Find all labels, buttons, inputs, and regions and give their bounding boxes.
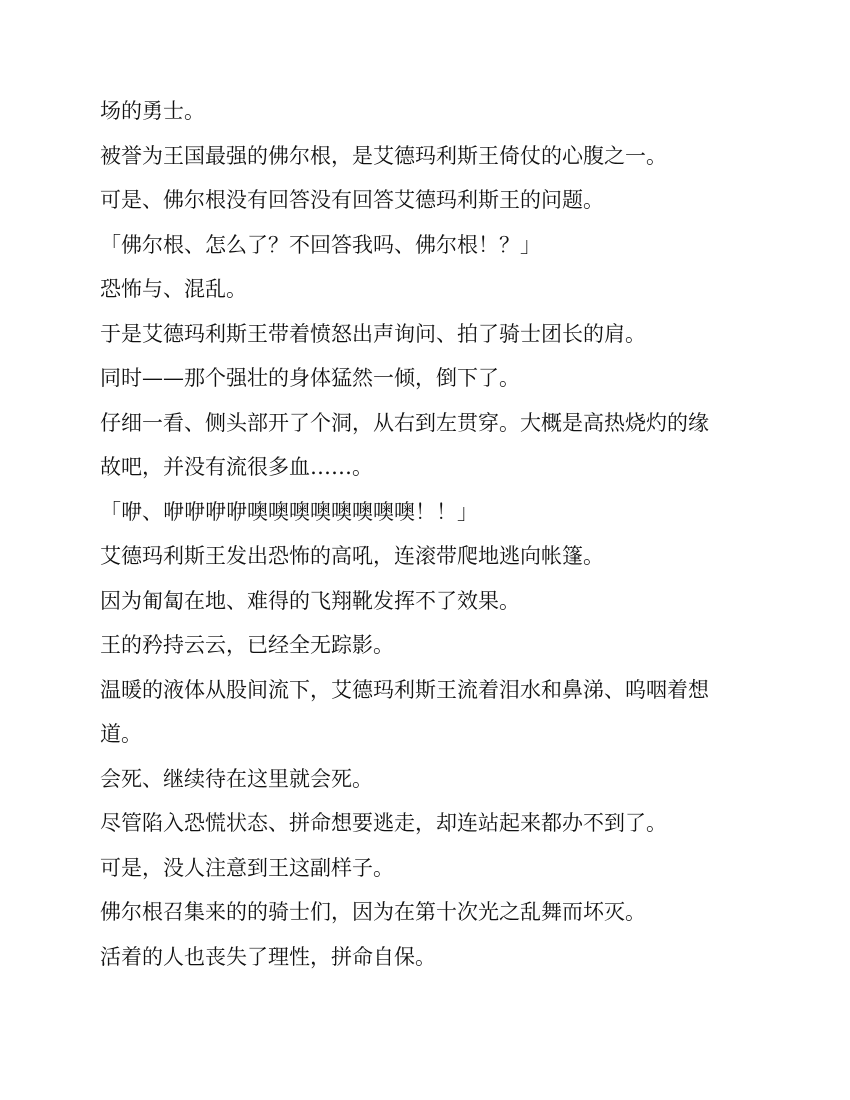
- text-line: 「佛尔根、怎么了？不回答我吗、佛尔根！？」: [100, 232, 541, 257]
- text-line: 活着的人也丧失了理性，拼命自保。: [100, 944, 436, 969]
- text-line: 「咿、咿咿咿咿噢噢噢噢噢噢噢噢！！」: [100, 499, 478, 524]
- text-line: 因为匍匐在地、难得的飞翔靴发挥不了效果。: [100, 588, 520, 613]
- text-line: 于是艾德玛利斯王带着愤怒出声询问、拍了骑士团长的肩。: [100, 321, 646, 346]
- text-body: [100, 89, 760, 979]
- text-line: 可是，没人注意到王这副样子。: [100, 855, 394, 880]
- text-line: 会死、继续待在这里就会死。: [100, 766, 373, 791]
- text-line: 温暖的液体从股间流下，艾德玛利斯王流着泪水和鼻涕、呜咽着想: [100, 677, 709, 702]
- text-line: 仔细一看、侧头部开了个洞，从右到左贯穿。大概是高热烧灼的缘: [100, 410, 709, 435]
- text-line: 可是、佛尔根没有回答没有回答艾德玛利斯王的问题。: [100, 188, 604, 212]
- text-line: 尽管陷入恐慌状态、拼命想要逃走，却连站起来都办不到了。: [100, 811, 667, 835]
- text-line: 被誉为王国最强的佛尔根，是艾德玛利斯王倚仗的心腹之一。: [100, 143, 667, 168]
- text-line: 故吧，并没有流很多血……。: [100, 455, 373, 479]
- text-line: 佛尔根召集来的的骑士们，因为在第十次光之乱舞而坏灭。: [100, 900, 646, 924]
- text-line: 同时——那个强壮的身体猛然一倾，倒下了。: [100, 366, 520, 390]
- text-line: 艾德玛利斯王发出恐怖的高吼，连滚带爬地逃向帐篷。: [100, 544, 604, 568]
- text-line: 道。: [100, 722, 142, 746]
- text-line: 王的矜持云云，已经全无踪影。: [100, 633, 394, 657]
- text-line: 恐怖与、混乱。: [100, 277, 247, 301]
- text-line: 场的勇士。: [100, 99, 205, 123]
